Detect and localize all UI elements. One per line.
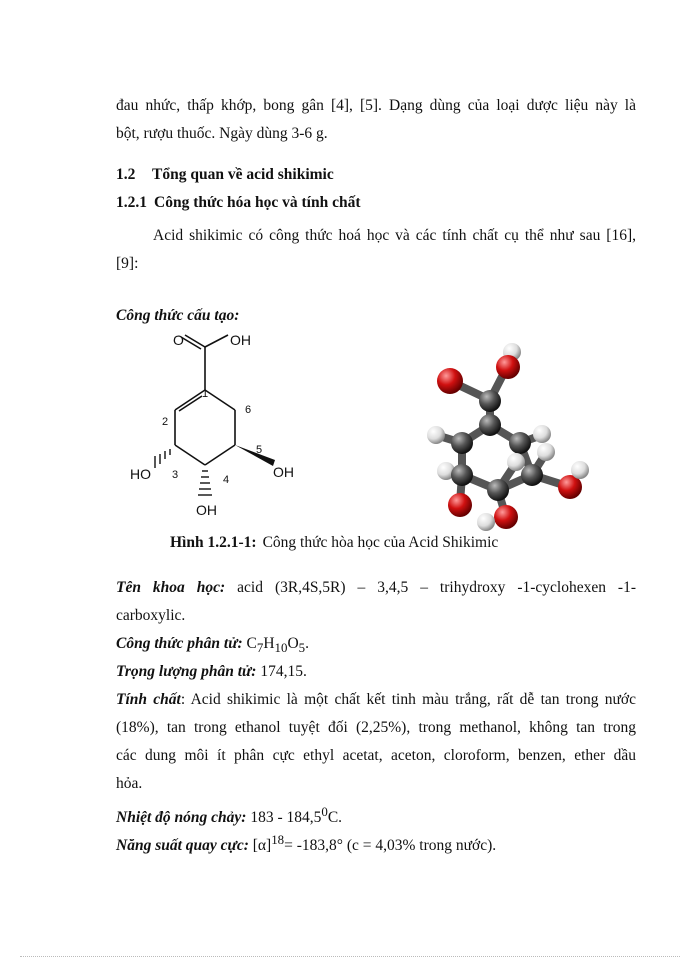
- locant-2: 2: [162, 416, 169, 428]
- locant-3: 3: [172, 469, 179, 481]
- subsection-number: 1.2.1: [116, 194, 147, 211]
- nature-line-4: hỏa.: [116, 775, 143, 792]
- structure-label: Công thức cấu tạo:: [116, 307, 240, 324]
- page-bottom-border: [20, 956, 680, 957]
- ball-and-stick-model: [420, 335, 600, 535]
- intro-line-2: bột, rượu thuốc. Ngày dùng 3-6 g.: [116, 125, 328, 142]
- melting-label: Nhiệt độ nóng chảy:: [116, 809, 247, 827]
- atom-c-acid: C: [199, 354, 210, 370]
- nature-line-2: (18%), tan trong ethanol tuyệt đối (2,25%), trong methanol, không tan trong: [116, 719, 636, 736]
- rotation-sup: 18: [271, 832, 285, 847]
- scientific-name-value: acid (3R,4S,5R) – 3,4,5 – trihydroxy -1-cyclohexen -1-: [237, 579, 637, 596]
- formula-o-sub: 5: [298, 640, 306, 656]
- section-title: Tổng quan về acid shikimic: [152, 166, 334, 183]
- rotation-value: = -183,8° (c = 4,03% trong nước).: [284, 837, 497, 855]
- figure-caption-label: Hình 1.2.1-1:: [170, 534, 257, 551]
- melting-unit: C.: [327, 809, 343, 827]
- subsection-title: Công thức hóa học và tính chất: [154, 194, 361, 211]
- rotation-pre: [α]: [252, 837, 272, 855]
- scientific-name-cont: carboxylic.: [116, 607, 186, 624]
- melting-value: 183 - 184,5: [250, 809, 322, 827]
- atom-ho-3: HO: [130, 466, 151, 482]
- locant-1: 1: [202, 388, 209, 400]
- melting-sup: 0: [321, 804, 328, 819]
- lead-line-2: [9]:: [116, 255, 139, 272]
- nature-text-1: : Acid shikimic là một chất kết tinh màu trắng, rất dễ tan trong nước: [180, 691, 636, 708]
- figure-caption: [170, 534, 498, 552]
- locant-5: 5: [256, 444, 263, 456]
- lead-line-1: Acid shikimic có công thức hoá học và các tính chất cụ thể như sau [16],: [153, 227, 636, 244]
- molecular-weight: [116, 658, 636, 686]
- formula-o: O: [287, 635, 299, 652]
- atom-o-carbonyl: O: [173, 332, 184, 348]
- weight-value: 174,15.: [260, 663, 307, 680]
- scientific-name: [116, 574, 636, 602]
- nature-line-1: [116, 686, 636, 714]
- formula-label: Công thức phân tử:: [116, 635, 243, 652]
- optical-rotation: [116, 826, 636, 860]
- nature-label: Tính chất: [116, 691, 181, 708]
- structural-formula: [110, 325, 330, 525]
- section-heading: [116, 166, 334, 184]
- formula-c: C: [246, 635, 257, 652]
- scientific-name-label: Tên khoa học:: [116, 579, 226, 596]
- formula-end: .: [305, 635, 309, 652]
- formula-h-sub: 10: [274, 640, 288, 656]
- rotation-label: Năng suất quay cực:: [116, 837, 249, 855]
- formula-h: H: [263, 635, 275, 652]
- subsection-heading: [116, 194, 361, 212]
- weight-label: Trọng lượng phân tử:: [116, 663, 257, 680]
- atom-oh-4: OH: [196, 502, 217, 518]
- nature-line-3: các dung môi ít phân cực ethyl acetat, aceton, cloroform, benzen, ether dầu: [116, 747, 636, 764]
- atom-oh-5: OH: [273, 464, 294, 480]
- locant-6: 6: [245, 404, 252, 416]
- section-number: 1.2: [116, 166, 136, 183]
- atom-oh-acid: OH: [230, 332, 251, 348]
- formula-c-sub: 7: [256, 640, 264, 656]
- intro-line-1: đau nhức, thấp khớp, bong gân [4], [5]. Dạng dùng của loại dược liệu này là: [116, 97, 636, 114]
- figure-caption-text: Công thức hòa học của Acid Shikimic: [262, 534, 499, 551]
- locant-4: 4: [223, 474, 230, 486]
